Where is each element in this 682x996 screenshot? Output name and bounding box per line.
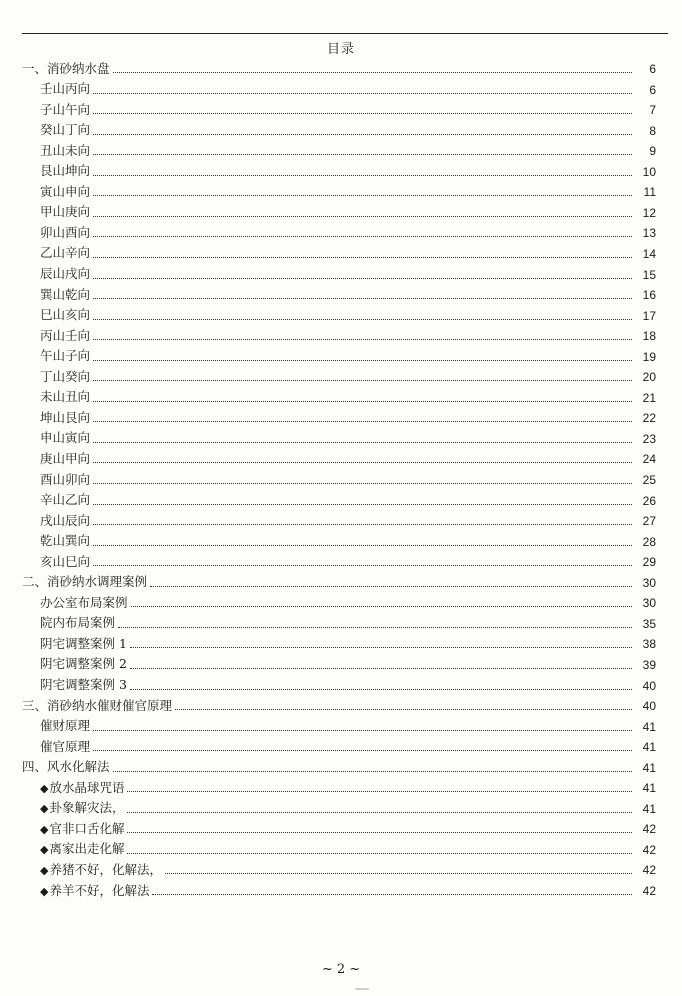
toc-entry-page: 17: [642, 308, 656, 323]
dot-leader: [93, 483, 632, 484]
toc-entry-label: [40, 617, 116, 630]
toc-subsection-entry[interactable]: [0, 117, 682, 137]
dot-leader: [152, 894, 632, 895]
toc-entry-text: 催官原理: [40, 738, 91, 754]
toc-entry-text: 辛山乙向: [40, 492, 91, 508]
toc-entry-text: 酉山卯向: [40, 471, 91, 487]
toc-entry-label: [40, 368, 91, 384]
toc-entry-text: 院内布局案例: [40, 615, 116, 631]
toc-entry-page: 14: [642, 246, 656, 261]
toc-entry-label: [22, 697, 173, 713]
toc-entry-text: 辰山戌向: [40, 266, 91, 281]
toc-entry-label: [40, 471, 91, 487]
toc-subsection-entry[interactable]: [0, 322, 682, 342]
toc-subsection-entry[interactable]: [0, 404, 682, 424]
toc-entry-page: 38: [642, 637, 656, 652]
toc-entry-text: 阴宅调整案例 3: [40, 677, 127, 692]
toc-entry-page: 23: [642, 431, 656, 446]
toc-entry-text: 子山午向: [40, 101, 91, 117]
toc-subsection-entry[interactable]: [0, 610, 682, 630]
toc-entry-page: 11: [643, 185, 656, 200]
toc-entry-page: 18: [642, 329, 656, 344]
toc-entry-text: 寅山申向: [40, 183, 91, 199]
dot-leader: [93, 462, 632, 463]
toc-entry-label: [40, 720, 91, 733]
toc-entry-label: [40, 286, 91, 302]
toc-entry-text: 阴宅调整案例 1: [40, 635, 127, 651]
toc-entry-page: 41: [642, 781, 656, 796]
toc-entry-page: 6: [649, 62, 656, 76]
toc-entry-text: 坤山艮向: [40, 409, 91, 425]
dot-leader: [175, 709, 632, 710]
toc-entry-label: [22, 761, 111, 774]
toc-entry-text: 二、消砂纳水调理案例: [22, 574, 148, 590]
toc-subsection-entry[interactable]: [0, 76, 682, 96]
toc-entry-page: 6: [649, 82, 656, 97]
dot-leader: [93, 175, 632, 176]
dot-leader: [93, 565, 632, 566]
toc-subsection-entry[interactable]: [0, 856, 682, 876]
toc-subsection-entry[interactable]: [0, 158, 682, 178]
dot-leader: [93, 750, 632, 751]
diamond-bullet-icon: ◆: [40, 843, 49, 857]
toc-entry-label: [40, 802, 125, 815]
toc-entry-page: 10: [642, 164, 656, 179]
toc-subsection-entry[interactable]: [0, 733, 682, 753]
toc-entry-page: 25: [642, 473, 656, 487]
toc-entry-label: [40, 658, 128, 671]
toc-entry-label: [40, 594, 129, 610]
toc-subsection-entry[interactable]: [0, 877, 682, 897]
toc-entry-page: 20: [642, 370, 656, 385]
toc-entry-page: 40: [642, 699, 656, 714]
toc-entry-label: [40, 206, 91, 219]
toc-subsection-entry[interactable]: [0, 630, 682, 650]
toc-subsection-entry[interactable]: [0, 425, 682, 445]
toc-entry-text: 癸山丁向: [40, 122, 91, 138]
toc-entry-label: [40, 142, 91, 158]
dot-leader: [93, 442, 632, 443]
toc-entry-text: 艮山坤向: [40, 163, 91, 179]
toc-subsection-entry[interactable]: [0, 281, 682, 301]
dot-leader: [93, 278, 632, 279]
dot-leader: [118, 627, 632, 628]
header-rule: [22, 33, 668, 34]
dot-leader: [130, 668, 632, 669]
toc-entry-text: 甲山庚向: [40, 204, 91, 220]
toc-subsection-entry[interactable]: [0, 672, 682, 692]
toc-entry-page: 26: [642, 493, 656, 508]
toc-entry-text: 丑山未向: [40, 142, 91, 158]
toc-entry-label: [40, 350, 91, 363]
toc-entry-page: 28: [642, 534, 656, 549]
toc-subsection-entry[interactable]: [0, 487, 682, 507]
toc-entry-label: [40, 635, 128, 651]
toc-entry-label: [40, 165, 91, 178]
toc-entry-page: 12: [642, 205, 656, 220]
page-number: ~ 2 ~: [321, 962, 361, 977]
toc-entry-page: 42: [642, 842, 656, 857]
dot-leader: [127, 853, 632, 854]
toc-entry-text: 申山寅向: [40, 430, 91, 446]
toc-entry-page: 7: [649, 103, 656, 118]
dot-leader: [93, 730, 632, 731]
toc-entry-label: [40, 779, 125, 795]
toc-entry-label: [40, 494, 91, 507]
toc-entry-page: 29: [642, 555, 656, 570]
toc-entry-text: 离家出走化解: [49, 841, 125, 857]
dot-leader: [127, 832, 632, 833]
toc-entry-label: [40, 882, 150, 898]
dot-leader: [93, 319, 632, 320]
dot-leader: [131, 606, 632, 607]
toc-entry-label: [40, 309, 91, 322]
toc-entry-page: 42: [642, 884, 656, 898]
toc-subsection-entry[interactable]: [0, 445, 682, 465]
dot-leader: [93, 298, 632, 299]
toc-entry-page: 30: [642, 596, 656, 611]
toc-entry-label: [40, 820, 125, 836]
toc-entry-text: 一、消砂纳水盘: [22, 60, 110, 76]
toc-entry-label: [40, 409, 91, 425]
toc-entry-page: 19: [642, 349, 656, 364]
dot-leader: [127, 812, 632, 813]
toc-entry-text: 庚山甲向: [40, 450, 91, 466]
toc-entry-label: [40, 327, 91, 343]
toc-subsection-entry[interactable]: [0, 261, 682, 281]
dot-leader: [93, 216, 632, 217]
toc-entry-page: 21: [642, 390, 656, 405]
dot-leader: [93, 113, 632, 114]
toc-section-entry[interactable]: [0, 569, 682, 589]
dot-leader: [93, 545, 632, 546]
toc-entry-label: [40, 738, 91, 754]
dot-leader: [130, 647, 632, 648]
toc-entry-text: 四、风水化解法: [22, 759, 110, 775]
toc-entry-page: 41: [642, 740, 656, 755]
toc-entry-page: 8: [649, 123, 656, 138]
toc-entry-text: 亥山巳向: [40, 553, 91, 569]
dot-leader: [93, 195, 632, 196]
toc-subsection-entry[interactable]: [0, 302, 682, 322]
toc-entry-text: 办公室布局案例: [40, 594, 128, 610]
toc-entry-label: [40, 432, 91, 445]
dot-leader: [93, 401, 632, 402]
toc-entry-text: 午山子向: [40, 348, 91, 364]
toc-entry-label: [40, 535, 91, 548]
toc-entry-text: 丙山壬向: [40, 327, 91, 343]
toc-entry-page: 42: [642, 863, 656, 878]
toc-subsection-entry[interactable]: [0, 96, 682, 116]
toc-entry-label: [40, 83, 91, 96]
toc-entry-text: 巳山亥向: [40, 307, 91, 323]
toc-entry-label: [40, 861, 163, 877]
toc-entry-text: 阴宅调整案例 2: [40, 656, 127, 672]
dot-leader: [165, 873, 632, 874]
dot-leader: [93, 339, 632, 340]
toc-entry-text: 官非口舌化解: [49, 820, 125, 836]
toc-entry-text: 未山丑向: [40, 389, 91, 405]
toc-subsection-entry[interactable]: [0, 199, 682, 219]
toc-subsection-entry[interactable]: [0, 795, 682, 815]
toc-entry-label: [40, 553, 91, 569]
toc-entry-page: 15: [642, 267, 656, 282]
toc-subsection-entry[interactable]: [0, 651, 682, 671]
toc-subsection-entry[interactable]: [0, 219, 682, 239]
dot-leader: [150, 586, 632, 587]
toc-entry-label: [40, 183, 91, 199]
toc-entry-label: [40, 224, 91, 240]
toc-entry-label: [40, 391, 91, 404]
diamond-bullet-icon: ◆: [40, 822, 49, 836]
toc-entry-label: [40, 268, 91, 281]
toc-subsection-entry[interactable]: [0, 713, 682, 733]
toc-entry-page: 39: [642, 657, 656, 672]
toc-section-entry[interactable]: [0, 754, 682, 774]
toc-entry-page: 30: [642, 575, 656, 590]
toc-subsection-entry[interactable]: [0, 178, 682, 198]
toc-entry-page: 27: [642, 514, 656, 529]
toc-subsection-entry[interactable]: [0, 815, 682, 835]
dot-leader: [93, 360, 632, 361]
toc-entry-page: 40: [642, 678, 656, 693]
toc-entry-text: 乾山巽向: [40, 533, 91, 549]
toc-entry-label: [22, 576, 148, 589]
toc-entry-text: 卯山酉向: [40, 224, 91, 240]
toc-subsection-entry[interactable]: [0, 507, 682, 527]
toc-entry-page: 16: [642, 288, 656, 303]
dot-leader: [93, 524, 632, 525]
toc-entry-text: 壬山丙向: [40, 81, 91, 97]
diamond-bullet-icon: ◆: [40, 802, 49, 816]
toc-subsection-entry[interactable]: [0, 466, 682, 486]
toc-section-entry[interactable]: [0, 692, 682, 712]
diamond-bullet-icon: ◆: [40, 863, 49, 877]
toc-entry-text: 乙山辛向: [40, 245, 91, 261]
toc-entry-page: 41: [642, 719, 656, 734]
dot-leader: [93, 380, 632, 381]
toc-entry-page: 42: [642, 822, 656, 837]
scan-artifact: [355, 988, 369, 990]
toc-entry-text: 丁山癸向: [40, 368, 91, 384]
toc-entry-label: [40, 679, 128, 692]
dot-leader: [93, 421, 632, 422]
diamond-bullet-icon: ◆: [40, 884, 49, 898]
toc-entry-page: 41: [642, 760, 656, 775]
toc-title: 目录: [326, 42, 355, 57]
toc-subsection-entry[interactable]: [0, 240, 682, 260]
toc-entry-page: 35: [642, 616, 656, 631]
toc-entry-text: 催财原理: [40, 718, 91, 734]
toc-entry-label: [40, 512, 91, 528]
toc-subsection-entry[interactable]: [0, 363, 682, 383]
toc-section-entry[interactable]: [0, 55, 682, 75]
toc-entry-text: 放水晶球咒语: [49, 779, 125, 795]
toc-subsection-entry[interactable]: [0, 589, 682, 609]
toc-entry-text: 卦象解灾法，: [49, 800, 125, 816]
toc-entry-label: [40, 124, 91, 137]
toc-subsection-entry[interactable]: [0, 548, 682, 568]
toc-entry-label: [40, 843, 125, 856]
toc-entry-page: 22: [642, 411, 656, 426]
dot-leader: [113, 72, 632, 73]
toc-entry-page: 13: [642, 226, 656, 241]
dot-leader: [93, 93, 632, 94]
toc-entry-page: 9: [649, 144, 656, 159]
dot-leader: [93, 236, 632, 237]
dot-leader: [127, 791, 632, 792]
toc-entry-page: 41: [642, 801, 656, 816]
toc-subsection-entry[interactable]: [0, 528, 682, 548]
toc-subsection-entry[interactable]: [0, 384, 682, 404]
toc-entry-label: [22, 60, 111, 76]
toc-subsection-entry[interactable]: [0, 343, 682, 363]
toc-entry-label: [40, 247, 91, 260]
toc-entry-text: 养猪不好，化解法，: [49, 861, 162, 877]
toc-entry-label: [40, 101, 91, 117]
dot-leader: [93, 134, 632, 135]
toc-entry-text: 戌山辰向: [40, 512, 91, 528]
toc-entry-text: 巽山乾向: [40, 286, 91, 302]
toc-entry-page: 24: [642, 452, 656, 467]
dot-leader: [130, 689, 632, 690]
toc-entry-text: 三、消砂纳水催财催官原理: [22, 697, 173, 713]
dot-leader: [93, 257, 632, 258]
dot-leader: [93, 154, 632, 155]
dot-leader: [93, 504, 632, 505]
toc-entry-text: 养羊不好，化解法: [49, 882, 150, 898]
toc-entry-label: [40, 450, 91, 466]
dot-leader: [113, 771, 632, 772]
toc-subsection-entry[interactable]: [0, 137, 682, 157]
diamond-bullet-icon: ◆: [40, 781, 49, 795]
toc-subsection-entry[interactable]: [0, 836, 682, 856]
toc-subsection-entry[interactable]: [0, 774, 682, 794]
